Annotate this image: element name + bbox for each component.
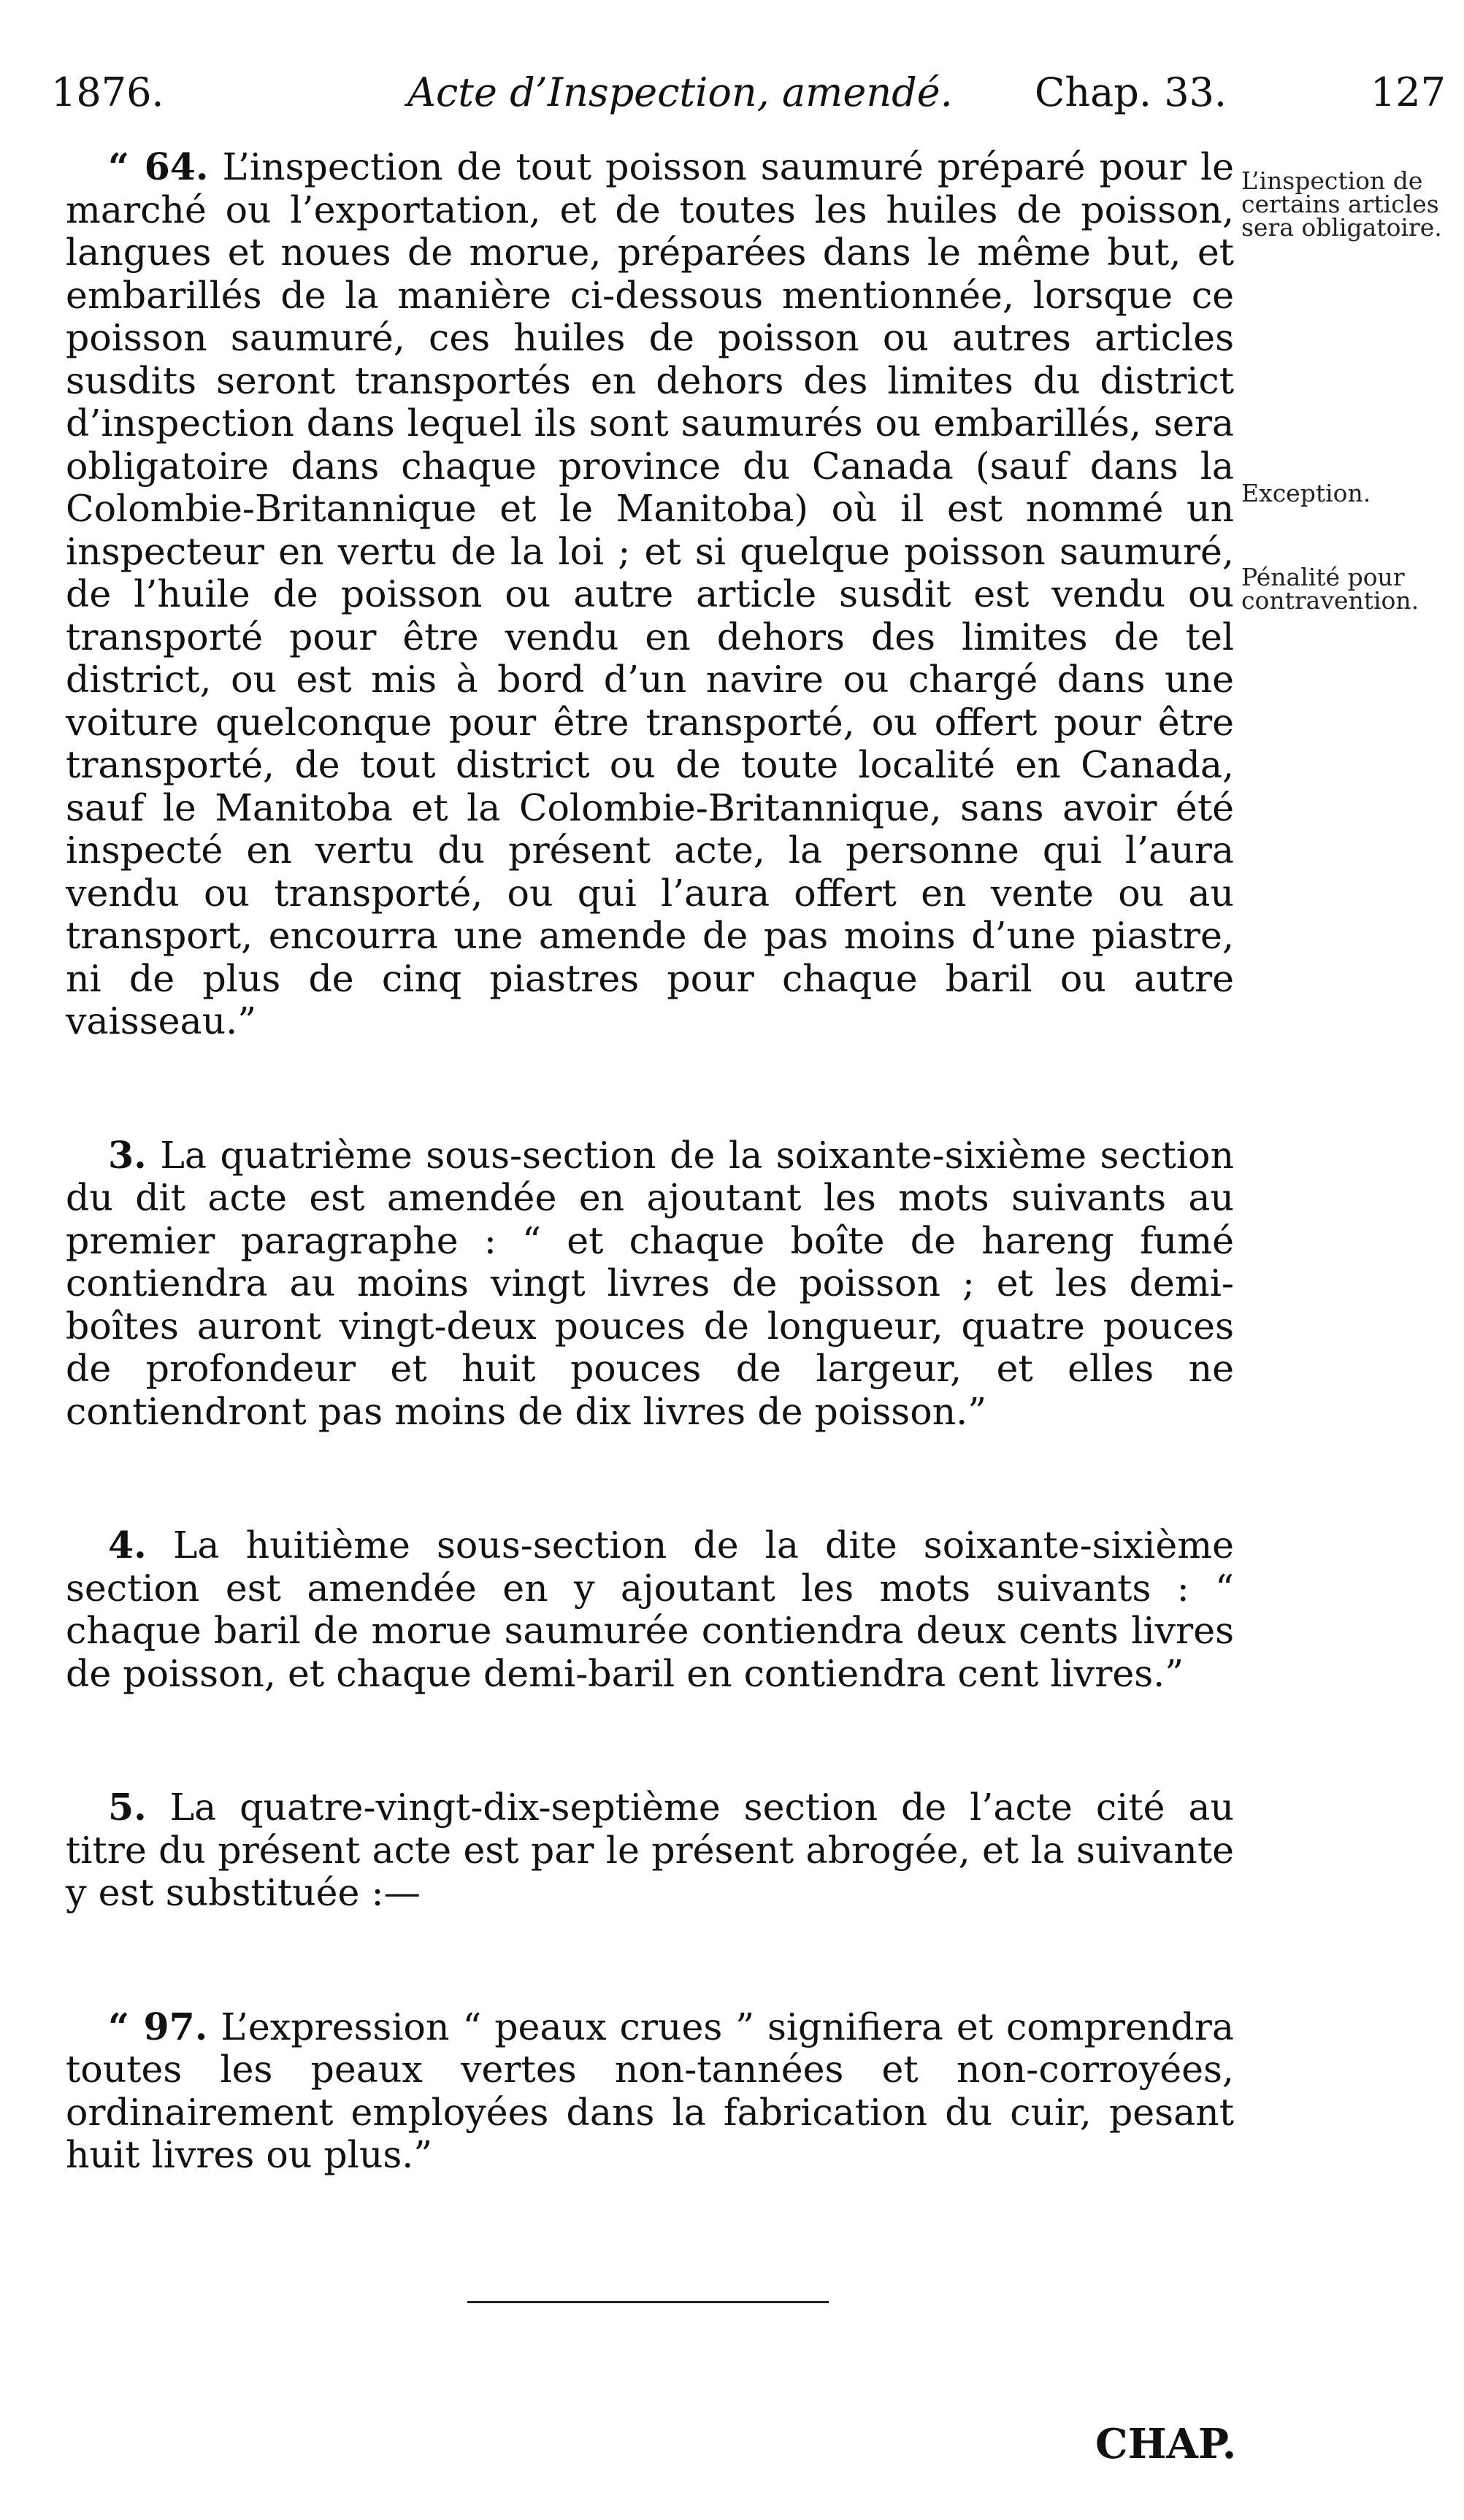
paragraph-section-3 (66, 1134, 1234, 1434)
paragraph-section-5 (66, 1786, 1234, 1915)
header-year: 1876. (51, 69, 164, 115)
paragraph-text: L’inspection de tout poisson saumuré préparé pour le marché ou l’exportation, et de toutes les huiles de poisson, langues et noues de morue, préparées dans le même but, et embarillés de la manière ci-dessous mentionnée, lorsque ce poisson saumuré, ces huiles de poisson ou autres articles susdits seront transportés en dehors des limites du district d’inspection dans lequel ils sont saumurés ou embarillés, sera obligatoire dans chaque province du Canada (sauf dans la Colombie-Britannique et le Manitoba) où il est nommé un inspecteur en vertu de la loi ; et si quelque poisson saumuré, de l’huile de poisson ou autre article susdit est vendu ou transporté pour être vendu en dehors des limites de tel district, ou est mis à bord d’un navire ou chargé dans une voiture quelconque pour être transporté, ou offert pour être transporté, de tout district ou de toute localité en Canada, sauf le Manitoba et la Colombie-Britannique, sans avoir été inspecté en vertu du présent acte, la personne qui l’aura vendu ou transporté, ou qui l’aura offert en vente ou au transport, encourra une amende de pas moins d’une piastre, ni de plus de cinq piastres pour chaque baril ou autre vaisseau.” (66, 145, 1234, 1042)
running-header (51, 67, 1446, 118)
section-number: 4. (108, 1524, 147, 1567)
paragraph-section-64 (66, 146, 1234, 1043)
paragraph-text: La quatrième sous-section de la soixante-sixième section du dit acte est amendée en ajoutant les mots suivants au premier paragraphe : “ et chaque boîte de hareng fumé contiendra au moins vingt livres de poisson ; et les demi-boîtes auront vingt-deux pouces de longueur, quatre pouces de profondeur et huit pouces de largeur, et elles ne contiendront pas moins de dix livres de poisson.” (66, 1133, 1234, 1433)
header-chapter: Chap. 33. (1035, 69, 1227, 115)
main-text (66, 146, 1234, 2268)
catchword: CHAP. (1095, 2420, 1237, 2468)
paragraph-text: La huitième sous-section de la dite soixante-sixième section est amendée en y ajoutant les mots suivants : “ chaque baril de morue saumurée contiendra deux cents livres de poisson, et chaque demi-baril en contiendra cent livres.” (66, 1524, 1234, 1695)
section-number: 3. (108, 1133, 147, 1177)
margin-note-penalty: Pénalité pour contravention. (1241, 563, 1419, 615)
paragraph-section-97 (66, 2006, 1234, 2177)
paragraph-text: L’expression “ peaux crues ” signifiera et comprendra toutes les peaux vertes non-tannées et non-corroyées, ordinairement employées dans la fabrication du cuir, pesant huit livres ou plus.” (66, 2005, 1234, 2176)
margin-note-exception: Exception. (1241, 479, 1371, 507)
closing-rule (467, 2301, 829, 2303)
section-number: 5. (108, 1786, 147, 1829)
page-number: 127 (1370, 69, 1446, 115)
header-title: Acte d’Inspection, amendé. (407, 69, 953, 115)
section-number: “ 97. (108, 2005, 208, 2048)
paragraph-text: La quatre-vingt-dix-septième section de l’acte cité au titre du présent acte est par le présent abrogée, et la suivante y est substituée :— (66, 1786, 1234, 1914)
paragraph-section-4 (66, 1524, 1234, 1695)
margin-note-inspection: L’inspection de certains articles sera obligatoire. (1241, 166, 1442, 242)
section-number: “ 64. (108, 145, 209, 188)
